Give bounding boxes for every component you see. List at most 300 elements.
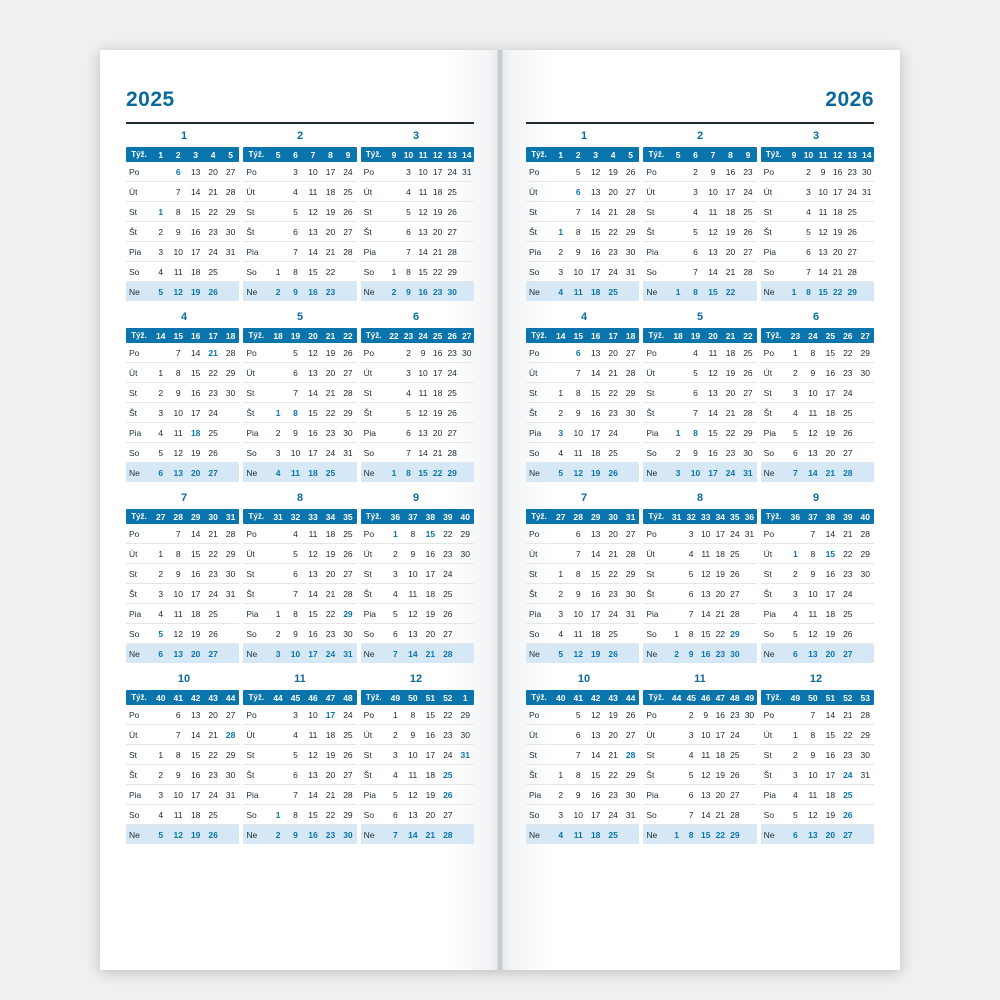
date-cell[interactable]: 16 [308,427,318,438]
date-cell[interactable]: 7 [688,608,694,619]
date-cell-empty[interactable] [387,207,402,217]
date-cell[interactable]: 8 [810,347,816,358]
date-cell[interactable]: 31 [744,528,755,539]
date-cell[interactable]: 12 [808,427,818,438]
date-cell[interactable]: 9 [293,829,298,840]
date-cell[interactable]: 17 [832,186,843,197]
date-cell[interactable]: 13 [590,729,601,740]
date-cell[interactable]: 2 [158,387,164,398]
date-cell-empty[interactable] [269,187,286,197]
date-cell[interactable]: 17 [725,186,736,197]
date-cell-empty[interactable] [222,267,239,277]
date-cell-empty[interactable] [269,569,286,579]
date-cell[interactable]: 4 [393,588,398,599]
date-cell-empty[interactable] [552,187,569,197]
date-cell[interactable]: 13 [308,226,318,237]
date-cell[interactable]: 23 [325,628,336,639]
date-cell[interactable]: 4 [393,769,398,780]
date-cell[interactable]: 2 [275,628,281,639]
date-cell[interactable]: 22 [715,829,726,840]
month-number-heading[interactable]: 4 [180,311,188,323]
date-cell[interactable]: 31 [462,166,472,177]
date-cell[interactable]: 13 [701,789,711,800]
date-cell[interactable]: 17 [715,528,726,539]
date-cell[interactable]: 28 [225,729,236,740]
date-cell[interactable]: 1 [793,729,798,740]
date-cell[interactable]: 23 [447,347,457,358]
date-cell[interactable]: 5 [158,286,164,297]
date-cell[interactable]: 23 [432,286,443,297]
date-cell[interactable]: 29 [225,749,236,760]
date-cell[interactable]: 18 [308,467,318,478]
date-cell[interactable]: 1 [558,226,564,237]
date-cell[interactable]: 23 [325,829,336,840]
date-cell[interactable]: 6 [293,226,298,237]
date-cell[interactable]: 2 [393,548,398,559]
date-cell[interactable]: 23 [843,749,853,760]
date-cell[interactable]: 5 [793,427,798,438]
date-cell-empty[interactable] [787,167,802,177]
date-cell[interactable]: 29 [860,548,870,559]
date-cell[interactable]: 24 [730,729,740,740]
date-cell-empty[interactable] [742,549,757,559]
date-cell[interactable]: 4 [406,387,411,398]
month-number-heading[interactable]: 5 [296,311,304,323]
date-cell[interactable]: 13 [190,709,201,720]
date-cell[interactable]: 6 [406,226,411,237]
date-cell[interactable]: 22 [325,608,336,619]
date-cell[interactable]: 23 [608,407,618,418]
month-number-heading[interactable]: 6 [412,311,420,323]
date-cell[interactable]: 1 [674,628,679,639]
date-cell[interactable]: 30 [625,588,636,599]
date-cell[interactable]: 27 [225,166,236,177]
date-cell[interactable]: 16 [190,226,201,237]
date-cell[interactable]: 16 [308,628,318,639]
date-cell[interactable]: 29 [625,568,636,579]
date-cell[interactable]: 14 [308,246,318,257]
date-cell[interactable]: 17 [190,789,201,800]
date-cell[interactable]: 11 [808,608,818,619]
date-cell[interactable]: 31 [225,588,236,599]
date-cell[interactable]: 19 [608,166,618,177]
date-cell[interactable]: 15 [308,809,318,820]
date-cell[interactable]: 2 [793,367,798,378]
date-cell[interactable]: 23 [608,246,618,257]
date-cell[interactable]: 18 [590,628,601,639]
date-cell[interactable]: 28 [343,246,353,257]
date-cell-empty[interactable] [669,750,684,760]
date-cell[interactable]: 9 [710,166,716,177]
date-cell[interactable]: 29 [625,769,636,780]
date-cell[interactable]: 10 [808,387,818,398]
date-cell[interactable]: 17 [590,809,601,820]
date-cell[interactable]: 5 [293,347,298,358]
date-cell[interactable]: 28 [625,548,636,559]
date-cell[interactable]: 8 [293,608,298,619]
date-cell[interactable]: 18 [825,608,836,619]
date-cell[interactable]: 24 [443,568,453,579]
date-cell[interactable]: 11 [308,729,318,740]
date-cell[interactable]: 25 [343,528,353,539]
date-cell[interactable]: 28 [860,709,870,720]
date-cell[interactable]: 10 [690,467,701,478]
date-cell[interactable]: 28 [625,749,636,760]
date-cell[interactable]: 20 [608,347,618,358]
date-cell[interactable]: 30 [744,709,755,720]
month-number-heading[interactable]: 9 [412,492,420,504]
date-cell[interactable]: 27 [447,427,457,438]
date-cell-empty[interactable] [552,167,569,177]
date-cell[interactable]: 2 [558,246,564,257]
date-cell[interactable]: 27 [847,246,857,257]
date-cell[interactable]: 3 [558,608,564,619]
date-cell[interactable]: 6 [575,347,581,358]
date-cell-empty[interactable] [222,649,239,659]
date-cell[interactable]: 9 [575,588,581,599]
date-cell[interactable]: 21 [832,266,843,277]
date-cell[interactable]: 19 [325,347,336,358]
date-cell[interactable]: 24 [325,648,336,659]
date-cell[interactable]: 25 [843,608,853,619]
date-cell[interactable]: 14 [590,749,601,760]
date-cell[interactable]: 20 [208,709,218,720]
date-cell[interactable]: 9 [175,387,181,398]
date-cell[interactable]: 6 [393,809,398,820]
date-cell[interactable]: 22 [325,809,336,820]
date-cell[interactable]: 27 [625,729,636,740]
date-cell-empty[interactable] [742,629,757,639]
date-cell[interactable]: 5 [793,809,798,820]
date-cell-empty[interactable] [152,167,169,177]
date-cell[interactable]: 11 [173,427,183,438]
date-cell[interactable]: 30 [460,548,470,559]
date-cell[interactable]: 15 [425,528,436,539]
date-cell[interactable]: 7 [293,789,298,800]
date-cell[interactable]: 7 [575,367,581,378]
date-cell[interactable]: 7 [693,266,698,277]
date-cell[interactable]: 22 [325,266,336,277]
date-cell[interactable]: 3 [158,588,164,599]
date-cell[interactable]: 13 [808,829,818,840]
date-cell[interactable]: 17 [425,749,436,760]
date-cell[interactable]: 22 [843,347,853,358]
date-cell-empty[interactable] [459,227,474,237]
date-cell[interactable]: 13 [808,648,818,659]
date-cell[interactable]: 26 [447,407,457,418]
date-cell-empty[interactable] [622,468,639,478]
date-cell[interactable]: 12 [308,749,318,760]
date-cell[interactable]: 18 [725,347,736,358]
date-cell[interactable]: 21 [325,246,336,257]
month-number-heading[interactable]: 3 [812,130,820,142]
date-cell[interactable]: 18 [432,186,443,197]
date-cell[interactable]: 15 [190,749,201,760]
date-cell[interactable]: 30 [460,729,470,740]
date-cell[interactable]: 8 [810,548,816,559]
date-cell[interactable]: 3 [793,387,798,398]
date-cell[interactable]: 10 [173,246,183,257]
date-cell[interactable]: 15 [308,266,318,277]
date-cell-empty[interactable] [552,549,569,559]
date-cell[interactable]: 21 [715,608,726,619]
date-cell[interactable]: 7 [293,246,298,257]
date-cell[interactable]: 8 [175,749,181,760]
date-cell[interactable]: 11 [701,749,711,760]
date-cell[interactable]: 28 [625,206,636,217]
date-cell[interactable]: 11 [418,387,428,398]
date-cell[interactable]: 17 [590,427,601,438]
date-cell[interactable]: 8 [693,427,698,438]
date-cell[interactable]: 20 [608,729,618,740]
date-cell-empty[interactable] [552,368,569,378]
date-cell[interactable]: 11 [173,266,183,277]
date-cell[interactable]: 4 [558,286,564,297]
date-cell[interactable]: 5 [806,226,811,237]
date-cell[interactable]: 31 [625,809,636,820]
date-cell[interactable]: 4 [293,729,298,740]
date-cell[interactable]: 11 [291,467,301,478]
date-cell[interactable]: 20 [725,246,736,257]
date-cell[interactable]: 31 [862,186,872,197]
date-cell-empty[interactable] [857,649,874,659]
date-cell[interactable]: 2 [693,166,698,177]
date-cell[interactable]: 15 [825,548,836,559]
date-cell[interactable]: 8 [175,206,181,217]
date-cell[interactable]: 6 [693,387,698,398]
date-cell[interactable]: 3 [558,427,564,438]
date-cell[interactable]: 17 [590,266,601,277]
date-cell[interactable]: 20 [425,628,436,639]
date-cell[interactable]: 30 [225,226,236,237]
date-cell[interactable]: 8 [293,266,298,277]
date-cell[interactable]: 29 [743,427,753,438]
date-cell-empty[interactable] [669,730,684,740]
date-cell[interactable]: 8 [410,709,416,720]
date-cell[interactable]: 4 [293,186,298,197]
date-cell[interactable]: 21 [208,729,218,740]
date-cell-empty[interactable] [269,549,286,559]
date-cell[interactable]: 25 [447,387,457,398]
date-cell-empty[interactable] [859,287,874,297]
date-cell[interactable]: 9 [175,769,181,780]
date-cell[interactable]: 8 [810,729,816,740]
date-cell-empty[interactable] [857,629,874,639]
date-cell[interactable]: 2 [675,447,681,458]
date-cell[interactable]: 30 [625,789,636,800]
date-cell[interactable]: 9 [575,789,581,800]
date-cell[interactable]: 3 [806,186,811,197]
date-cell[interactable]: 18 [425,588,436,599]
date-cell[interactable]: 5 [793,628,798,639]
date-cell[interactable]: 26 [730,568,740,579]
month-number-heading[interactable]: 1 [180,130,188,142]
date-cell[interactable]: 10 [708,186,718,197]
date-cell[interactable]: 25 [730,749,740,760]
date-cell[interactable]: 2 [158,226,164,237]
date-cell[interactable]: 21 [825,467,836,478]
date-cell-empty[interactable] [669,227,686,237]
date-cell[interactable]: 5 [575,166,581,177]
date-cell-empty[interactable] [269,710,286,720]
date-cell[interactable]: 17 [708,467,718,478]
date-cell[interactable]: 28 [343,789,353,800]
date-cell[interactable]: 24 [447,166,457,177]
date-cell[interactable]: 21 [608,749,618,760]
date-cell[interactable]: 12 [818,226,828,237]
date-cell-empty[interactable] [269,750,286,760]
date-cell[interactable]: 12 [408,608,418,619]
date-cell[interactable]: 15 [590,769,601,780]
date-cell[interactable]: 3 [558,266,564,277]
date-cell[interactable]: 29 [343,407,353,418]
date-cell[interactable]: 10 [818,186,828,197]
date-cell-empty[interactable] [222,408,239,418]
date-cell[interactable]: 11 [818,206,828,217]
date-cell[interactable]: 4 [158,266,164,277]
date-cell[interactable]: 24 [208,789,218,800]
date-cell[interactable]: 6 [158,467,164,478]
month-number-heading[interactable]: 3 [412,130,420,142]
date-cell-empty[interactable] [742,609,757,619]
date-cell[interactable]: 5 [558,648,564,659]
date-cell-empty[interactable] [742,790,757,800]
date-cell[interactable]: 7 [175,729,181,740]
date-cell[interactable]: 10 [701,729,711,740]
date-cell-empty[interactable] [669,368,686,378]
date-cell[interactable]: 19 [325,749,336,760]
date-cell[interactable]: 20 [725,387,736,398]
date-cell[interactable]: 7 [175,347,181,358]
date-cell[interactable]: 1 [275,809,281,820]
date-cell[interactable]: 11 [308,528,318,539]
date-cell[interactable]: 2 [393,729,398,740]
date-cell[interactable]: 15 [708,286,718,297]
date-cell[interactable]: 26 [743,367,753,378]
date-cell[interactable]: 3 [793,769,798,780]
date-cell[interactable]: 11 [408,769,418,780]
date-cell[interactable]: 16 [825,749,836,760]
date-cell[interactable]: 2 [806,166,811,177]
date-cell[interactable]: 21 [208,528,218,539]
date-cell[interactable]: 10 [408,568,418,579]
date-cell[interactable]: 22 [715,628,726,639]
date-cell[interactable]: 31 [343,648,353,659]
date-cell-empty[interactable] [857,830,874,840]
date-cell[interactable]: 18 [715,548,726,559]
date-cell[interactable]: 15 [190,367,201,378]
date-cell[interactable]: 23 [725,447,736,458]
date-cell[interactable]: 10 [173,789,183,800]
date-cell[interactable]: 21 [843,528,853,539]
date-cell[interactable]: 3 [688,729,694,740]
date-cell[interactable]: 7 [810,709,816,720]
date-cell[interactable]: 29 [860,347,870,358]
date-cell[interactable]: 5 [688,769,694,780]
date-cell[interactable]: 18 [832,206,843,217]
date-cell[interactable]: 22 [208,548,218,559]
date-cell[interactable]: 10 [573,427,583,438]
date-cell[interactable]: 10 [418,367,428,378]
date-cell[interactable]: 4 [158,427,164,438]
date-cell[interactable]: 16 [590,789,601,800]
date-cell[interactable]: 12 [573,467,583,478]
date-cell[interactable]: 29 [625,387,636,398]
month-number-heading[interactable]: 8 [696,492,704,504]
date-cell[interactable]: 5 [406,407,411,418]
date-cell[interactable]: 29 [460,528,470,539]
date-cell[interactable]: 7 [393,648,398,659]
date-cell[interactable]: 4 [793,608,798,619]
date-cell[interactable]: 13 [190,166,201,177]
date-cell-empty[interactable] [552,730,569,740]
date-cell[interactable]: 6 [175,166,181,177]
date-cell[interactable]: 10 [701,528,711,539]
date-cell[interactable]: 21 [608,367,618,378]
date-cell-empty[interactable] [387,247,402,257]
date-cell-empty[interactable] [387,348,402,358]
date-cell-empty[interactable] [742,770,757,780]
date-cell[interactable]: 9 [420,347,426,358]
date-cell[interactable]: 1 [558,568,564,579]
date-cell[interactable]: 16 [825,367,836,378]
date-cell[interactable]: 28 [743,266,753,277]
date-cell-empty[interactable] [457,569,474,579]
date-cell[interactable]: 18 [590,829,601,840]
date-cell-empty[interactable] [669,569,684,579]
date-cell-empty[interactable] [457,609,474,619]
date-cell[interactable]: 1 [675,427,681,438]
date-cell-empty[interactable] [459,267,474,277]
date-cell[interactable]: 30 [462,347,472,358]
date-cell-empty[interactable] [459,388,474,398]
date-cell[interactable]: 29 [225,206,236,217]
date-cell[interactable]: 23 [325,427,336,438]
date-cell[interactable]: 9 [810,568,816,579]
date-cell[interactable]: 9 [293,286,298,297]
date-cell[interactable]: 23 [608,789,618,800]
date-cell[interactable]: 27 [443,809,453,820]
date-cell[interactable]: 14 [190,729,201,740]
date-cell[interactable]: 25 [325,467,336,478]
date-cell[interactable]: 12 [173,829,183,840]
date-cell[interactable]: 23 [208,769,218,780]
date-cell[interactable]: 25 [843,789,853,800]
date-cell[interactable]: 27 [843,447,853,458]
date-cell-empty[interactable] [459,287,474,297]
date-cell[interactable]: 16 [708,447,718,458]
date-cell[interactable]: 27 [343,367,353,378]
date-cell[interactable]: 19 [725,367,736,378]
date-cell[interactable]: 26 [625,709,636,720]
date-cell[interactable]: 26 [843,809,853,820]
date-cell[interactable]: 3 [275,447,281,458]
date-cell[interactable]: 22 [608,387,618,398]
date-cell[interactable]: 19 [832,226,843,237]
date-cell[interactable]: 18 [725,206,736,217]
date-cell[interactable]: 14 [808,467,818,478]
date-cell[interactable]: 23 [843,367,853,378]
date-cell[interactable]: 29 [860,729,870,740]
date-cell[interactable]: 3 [675,467,681,478]
date-cell[interactable]: 27 [625,347,636,358]
date-cell[interactable]: 17 [715,729,726,740]
date-cell[interactable]: 25 [443,769,453,780]
date-cell[interactable]: 30 [225,769,236,780]
date-cell-empty[interactable] [152,529,169,539]
date-cell[interactable]: 1 [275,407,281,418]
date-cell[interactable]: 17 [425,568,436,579]
